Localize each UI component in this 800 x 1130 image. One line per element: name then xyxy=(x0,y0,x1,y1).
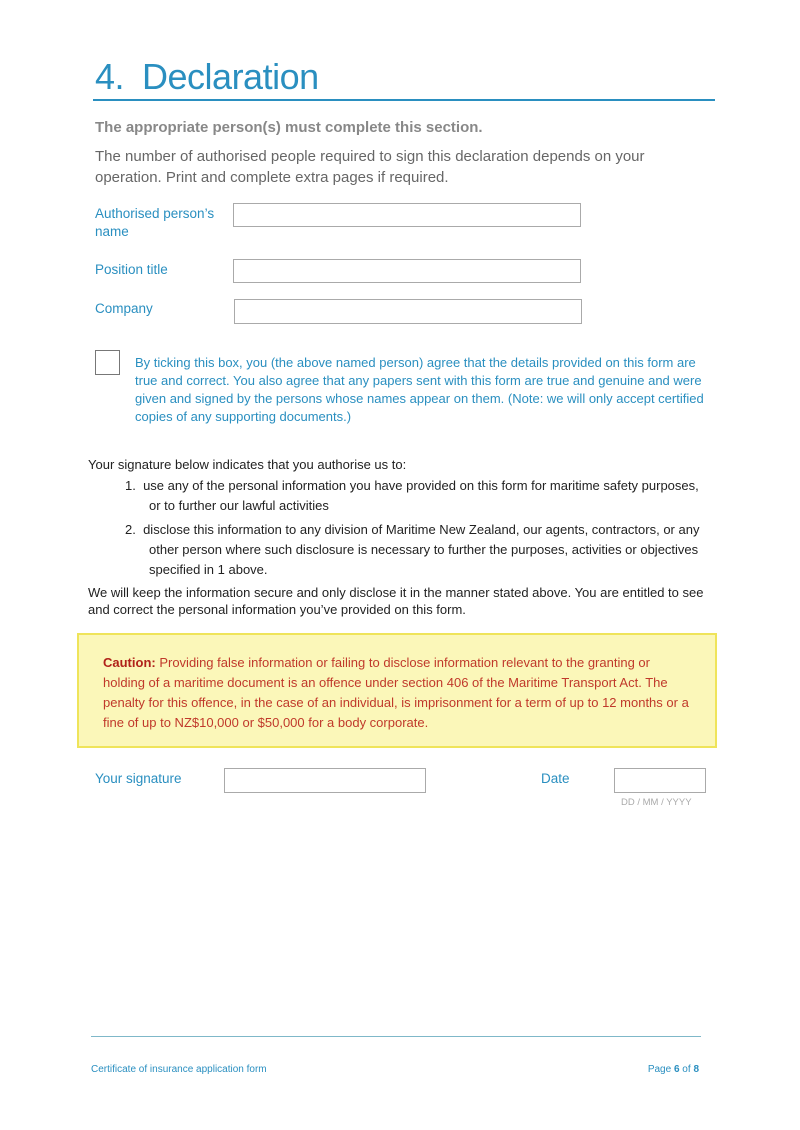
authorised-name-input[interactable] xyxy=(233,203,581,227)
section-heading xyxy=(95,56,319,98)
signature-field[interactable] xyxy=(224,768,426,793)
caution-text: Providing false information or failing to disclose information relevant to the granting or holding of a maritime document is an offence under section 406 of the Maritime Transport Act. The penalty for this offence, in the case of an individual, is imprisonment for a term of up to 12 months or a fine of up to NZ$10,000 or $50,000 for a body corporate. xyxy=(103,655,689,730)
date-label: Date xyxy=(541,771,570,786)
agreement-text: By ticking this box, you (the above named person) agree that the details provided on this form are true and correct. You also agree that any papers sent with this form are true and genuine and were given and signed by the persons whose names appear on them. (Note: we will only accept certified copies of any supporting documents.) xyxy=(135,355,704,424)
current-page: 6 xyxy=(673,1064,680,1075)
caution-label: Caution: xyxy=(103,655,156,670)
footer-divider xyxy=(91,1036,701,1037)
authorise-intro: Your signature below indicates that you authorise us to: xyxy=(88,457,407,472)
item-number: 1. xyxy=(125,478,136,493)
company-label: Company xyxy=(95,301,153,316)
item-number: 2. xyxy=(125,522,136,537)
privacy-text: We will keep the information secure and only disclose it in the manner stated above. You are entitled to see and correct the personal information you’ve provided on this form. xyxy=(88,585,704,617)
caution-box xyxy=(77,633,717,748)
subtitle: The appropriate person(s) must complete this section. xyxy=(95,119,483,136)
signature-label: Your signature xyxy=(95,771,182,786)
footer-form-name: Certificate of insurance application form xyxy=(91,1064,267,1075)
page-of: of xyxy=(679,1064,694,1075)
authorise-list xyxy=(125,476,710,580)
list-item xyxy=(125,520,710,580)
intro-text: The number of authorised people required to sign this declaration depends on your operation. Print and complete extra pages if required. xyxy=(95,148,645,186)
page-prefix: Page xyxy=(647,1064,674,1075)
company-input[interactable] xyxy=(234,299,582,324)
position-label: Position title xyxy=(95,262,168,277)
agree-checkbox[interactable] xyxy=(95,350,120,375)
position-title-input[interactable] xyxy=(233,259,581,283)
date-input[interactable] xyxy=(614,768,706,793)
list-item xyxy=(125,476,710,516)
name-label: Authorised person’s name xyxy=(95,206,215,239)
total-pages: 8 xyxy=(693,1064,699,1075)
date-format-hint: DD / MM / YYYY xyxy=(621,797,692,808)
item-text: use any of the personal information you have provided on this form for maritime safety purposes, or to further our lawful activities xyxy=(143,478,699,513)
section-title: Declaration xyxy=(142,56,319,97)
heading-divider xyxy=(93,99,715,101)
page-indicator xyxy=(648,1064,699,1075)
section-number: 4. xyxy=(95,56,125,97)
item-text: disclose this information to any division of Maritime New Zealand, our agents, contractors, or any other person where such disclosure is necessary to further the purposes, activities or objectives specified in 1 above. xyxy=(143,522,700,577)
